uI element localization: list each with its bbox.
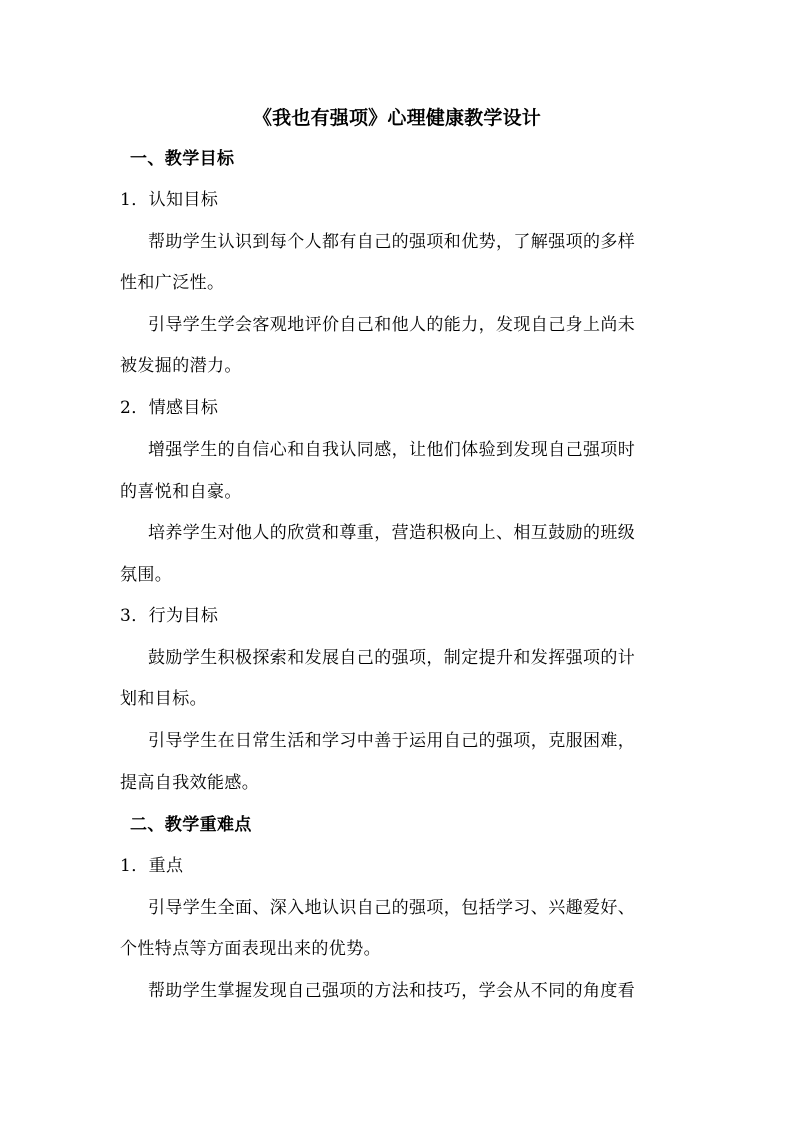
subheading-cognitive-goal: 1．认知目标 xyxy=(120,190,219,210)
paragraph-line: 鼓励学生积极探索和发展自己的强项，制定提升和发挥强项的计 xyxy=(148,648,636,668)
paragraph-line: 引导学生全面、深入地认识自己的强项，包括学习、兴趣爱好、 xyxy=(148,898,636,918)
paragraph-line: 帮助学生掌握发现自己强项的方法和技巧，学会从不同的角度看 xyxy=(148,981,636,1001)
section-heading-teaching-goals: 一、教学目标 xyxy=(130,149,235,169)
subheading-emotional-goal: 2．情感目标 xyxy=(120,398,219,418)
paragraph-line: 个性特点等方面表现出来的优势。 xyxy=(120,939,381,959)
page-title: 《我也有强项》心理健康教学设计 xyxy=(252,107,541,129)
section-heading-key-difficult-points: 二、教学重难点 xyxy=(130,815,252,835)
paragraph-line: 提高自我效能感。 xyxy=(120,773,260,793)
paragraph-line: 引导学生在日常生活和学习中善于运用自己的强项，克服困难， xyxy=(148,731,636,751)
subheading-key-point: 1．重点 xyxy=(120,856,184,876)
paragraph-line: 的喜悦和自豪。 xyxy=(120,482,242,502)
subheading-behavior-goal: 3．行为目标 xyxy=(120,606,219,626)
paragraph-line: 划和目标。 xyxy=(120,689,207,709)
paragraph-line: 被发掘的潜力。 xyxy=(120,356,242,376)
paragraph-line: 增强学生的自信心和自我认同感，让他们体验到发现自己强项时 xyxy=(148,440,636,460)
paragraph-line: 引导学生学会客观地评价自己和他人的能力，发现自己身上尚未 xyxy=(148,315,636,335)
paragraph-line: 氛围。 xyxy=(120,565,173,585)
paragraph-line: 性和广泛性。 xyxy=(120,273,225,293)
paragraph-line: 帮助学生认识到每个人都有自己的强项和优势，了解强项的多样 xyxy=(148,232,636,252)
paragraph-line: 培养学生对他人的欣赏和尊重，营造积极向上、相互鼓励的班级 xyxy=(148,523,636,543)
